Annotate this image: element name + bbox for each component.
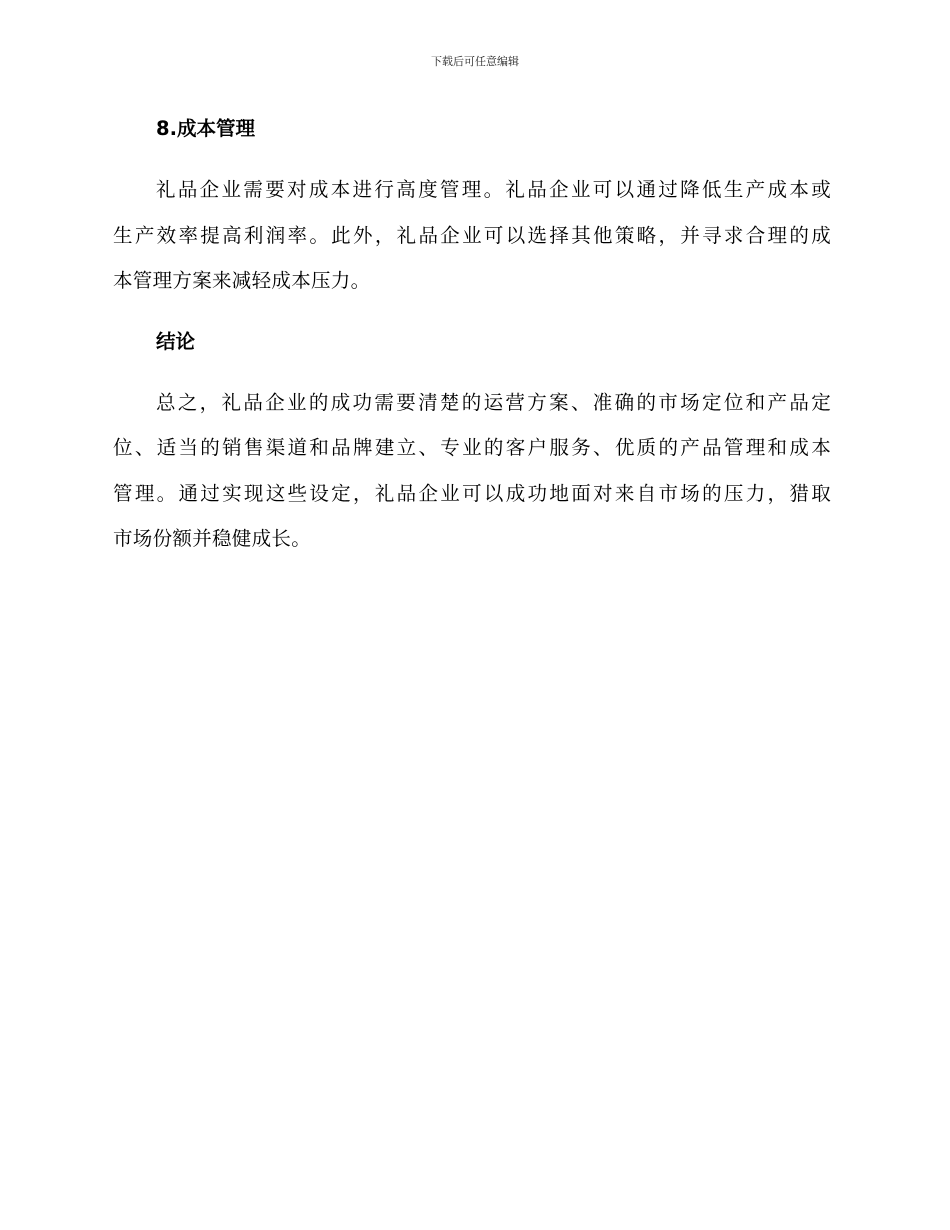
paragraph-line: 位、适当的销售渠道和品牌建立、专业的客户服务、优质的产品管理和成本 [113, 436, 831, 459]
paragraph-line: 本管理方案来减轻成本压力。 [113, 269, 371, 292]
paragraph-line: 生产效率提高利润率。此外，礼品企业可以选择其他策略，并寻求合理的成 [113, 223, 831, 247]
paragraph-cost-management [113, 167, 831, 304]
paragraph-line: 市场份额并稳健成长。 [113, 527, 312, 550]
header-note: 下载后可任意编辑 [431, 55, 519, 68]
paragraph-line: 管理。通过实现这些设定，礼品企业可以成功地面对来自市场的压力，猎取 [113, 481, 831, 505]
paragraph-conclusion [113, 380, 831, 562]
paragraph-line: 礼品企业需要对成本进行高度管理。礼品企业可以通过降低生产成本或 [156, 178, 831, 201]
section-heading-cost-management: 8.成本管理 [156, 117, 255, 140]
document-body [113, 112, 831, 562]
section-heading-conclusion: 结论 [156, 329, 196, 353]
paragraph-line: 总之，礼品企业的成功需要清楚的运营方案、准确的市场定位和产品定 [156, 390, 831, 414]
